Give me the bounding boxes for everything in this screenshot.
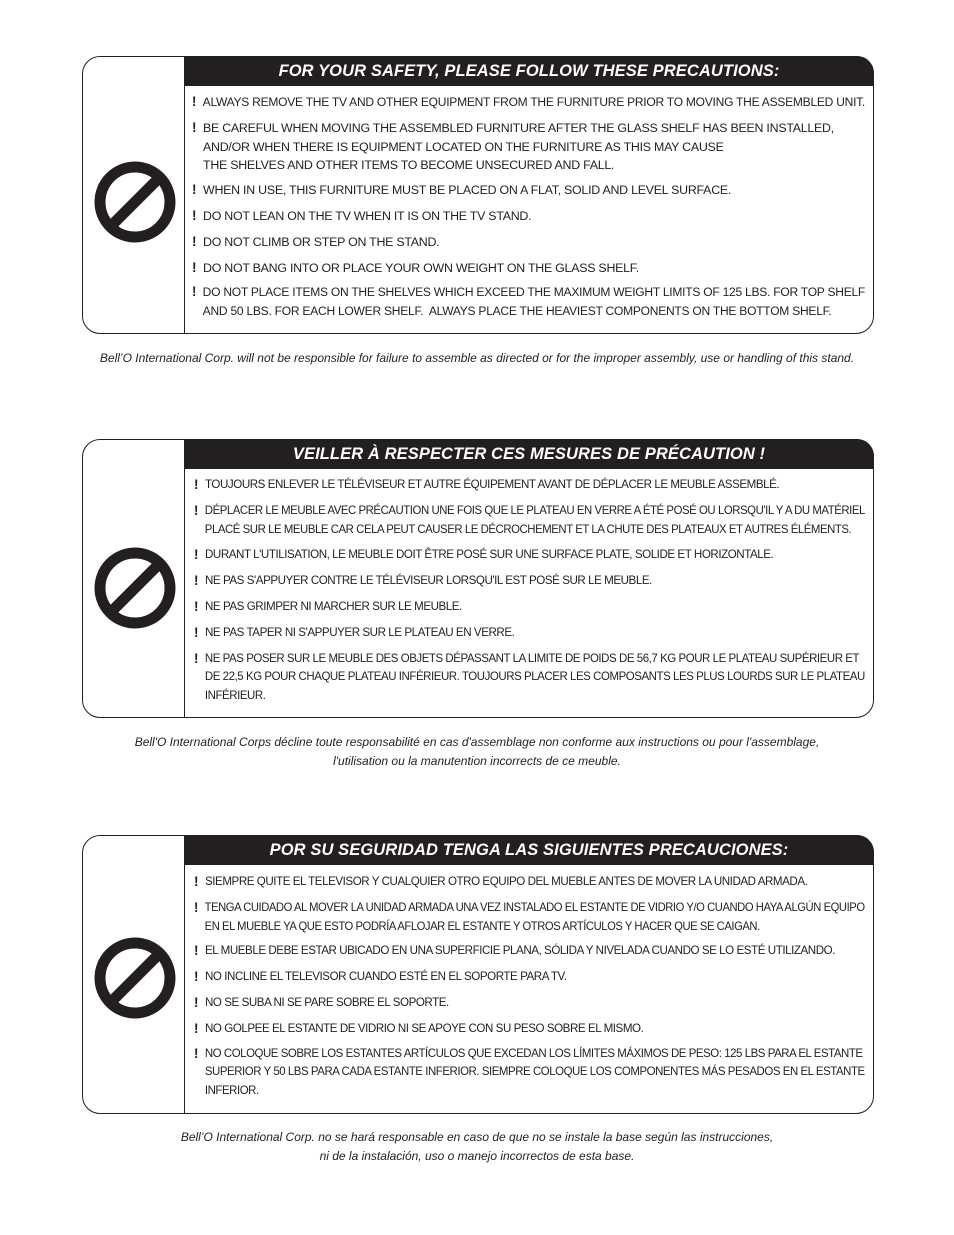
disclaimer-line: Bell'O International Corps décline toute responsabilité en cas d'assemblage non conforme aux instructions ou pour l'assemblage, <box>134 735 820 749</box>
bullet: ! <box>194 1020 199 1036</box>
list-item: ! TOUJOURS ENLEVER LE TÉLÉVISEUR ET AUTRE ÉQUIPEMENT AVANT DE DÉPLACER LE MEUBLE ASSEMBLÉ. <box>194 476 865 495</box>
bullet: ! <box>192 182 197 198</box>
disclaimer-line: Bell’O International Corp. no se hará responsable en caso de que no se instale la base según las instrucciones, <box>180 1130 774 1144</box>
disclaimer-spanish <box>40 1128 914 1165</box>
bullet: ! <box>194 547 199 563</box>
bullet: ! <box>194 573 199 589</box>
disclaimer-english: Bell’O International Corp. will not be responsible for failure to assemble as directed or for the improper assembly, use or handling of this stand. <box>99 351 855 365</box>
prohibition-icon <box>94 937 176 1019</box>
list-item: ! TENGA CUIDADO AL MOVER LA UNIDAD ARMADA UNA VEZ INSTALADO EL ESTANTE DE VIDRIO Y/O CUANDO HAYA ALGÚN EQUIPO EN EL MUEBLE YA QUE ESTO PODRÍA AFLOJAR EL ESTANTE Y OTROS ARTÍCULOS Y HACER QUE SE CAIGAN. <box>194 899 865 933</box>
icon-panel <box>83 836 185 1113</box>
bullet: ! <box>194 477 199 492</box>
bullet: ! <box>192 207 197 223</box>
list-item: ! NE PAS POSER SUR LE MEUBLE DES OBJETS DÉPASSANT LA LIMITE DE POIDS DE 56,7 KG POUR LE PLATEAU SUPÉRIEUR ET DE 22,5 KG POUR CHAQUE PLATEAU INFÉRIEUR. TOUJOURS PLACER LES COMPOSANTS LES PLUS LOURDS SUR LE PLATEAU INFÉRIEUR. <box>194 650 865 703</box>
list-item: ! DO NOT PLACE ITEMS ON THE SHELVES WHICH EXCEED THE MAXIMUM WEIGHT LIMITS OF 125 LBS. FOR TOP SHELF AND 50 LBS. FOR EACH LOWER SHELF. ALWAYS PLACE THE HEAVIEST COMPONENTS ON THE BOTTOM SHELF. <box>192 284 866 319</box>
safety-box-spanish <box>82 835 874 1114</box>
bullet: ! <box>194 502 198 518</box>
precautions-list <box>194 476 865 703</box>
list-item: ! NO INCLINE EL TELEVISOR CUANDO ESTÉ EN EL SOPORTE PARA TV. <box>194 968 865 987</box>
list-item: ! SIEMPRE QUITE EL TELEVISOR Y CUALQUIER OTRO EQUIPO DEL MUEBLE ANTES DE MOVER LA UNIDAD ARMADA. <box>194 873 865 892</box>
list-item: ! NO SE SUBA NI SE PARE SOBRE EL SOPORTE. <box>194 994 865 1013</box>
precautions-list <box>194 873 865 1098</box>
bullet: ! <box>192 119 197 135</box>
disclaimer-line: ni de la instalación, uso o manejo incorrectos de esta base. <box>319 1148 635 1163</box>
list-item: ! DÉPLACER LE MEUBLE AVEC PRÉCAUTION UNE FOIS QUE LE PLATEAU EN VERRE A ÉTÉ POSÉ OU LORSQU'IL Y A DU MATÉRIEL PLACÉ SUR LE MEUBLE CAR CELA PEUT CAUSER LE DÉCROCHEMENT ET LA CHUTE DES PLATEAUX ET AUTRES ÉLÉMENTS. <box>194 502 865 536</box>
list-item: ! DO NOT LEAN ON THE TV WHEN IT IS ON THE TV STAND. <box>192 207 865 226</box>
bullet: ! <box>194 874 199 889</box>
disclaimer-line: l'utilisation ou la manutention incorrects de ce meuble. <box>333 753 621 768</box>
section-header: VEILLER À RESPECTER CES MESURES DE PRÉCAUTION ! <box>184 439 874 469</box>
safety-box-english <box>82 56 874 334</box>
bullet: ! <box>194 1045 198 1061</box>
bullet: ! <box>194 624 199 640</box>
bullet: ! <box>194 899 198 915</box>
bullet: ! <box>194 943 199 959</box>
list-item: ! DO NOT CLIMB OR STEP ON THE STAND. <box>192 233 865 252</box>
list-item: ! NO COLOQUE SOBRE LOS ESTANTES ARTÍCULOS QUE EXCEDAN LOS LÍMITES MÁXIMOS DE PESO: 125 LBS PARA EL ESTANTE SUPERIOR Y 50 LBS PARA CADA ESTANTE INFERIOR. SIEMPRE COLOQUE LOS COMPONENTES MÁS PESADOS EN EL ESTANTE INFERIOR. <box>194 1045 865 1098</box>
safety-box-french <box>82 439 874 718</box>
bullet: ! <box>194 994 199 1010</box>
list-item: ! WHEN IN USE, THIS FURNITURE MUST BE PLACED ON A FLAT, SOLID AND LEVEL SURFACE. <box>192 181 865 200</box>
list-item: ! NE PAS GRIMPER NI MARCHER SUR LE MEUBLE. <box>194 598 865 617</box>
prohibition-icon <box>94 547 176 629</box>
prohibition-icon <box>94 161 176 243</box>
icon-panel <box>83 57 185 333</box>
disclaimer-french <box>40 733 914 770</box>
list-item: ! ALWAYS REMOVE THE TV AND OTHER EQUIPMENT FROM THE FURNITURE PRIOR TO MOVING THE ASSEMBLED UNIT. <box>192 93 845 112</box>
precautions-list <box>192 93 866 319</box>
bullet: ! <box>192 233 197 249</box>
list-item: ! NO GOLPEE EL ESTANTE DE VIDRIO NI SE APOYE CON SU PESO SOBRE EL MISMO. <box>194 1020 865 1039</box>
list-item: ! DO NOT BANG INTO OR PLACE YOUR OWN WEIGHT ON THE GLASS SHELF. <box>192 259 865 278</box>
bullet: ! <box>192 284 197 300</box>
list-item: ! NE PAS TAPER NI S'APPUYER SUR LE PLATEAU EN VERRE. <box>194 624 865 643</box>
bullet: ! <box>194 598 199 614</box>
list-item: ! NE PAS S'APPUYER CONTRE LE TÉLÉVISEUR LORSQU'IL EST POSÉ SUR LE MEUBLE. <box>194 572 865 591</box>
icon-panel <box>83 440 185 717</box>
bullet: ! <box>192 94 197 109</box>
section-header: POR SU SEGURIDAD TENGA LAS SIGUIENTES PRECAUCIONES: <box>184 835 874 865</box>
list-item: ! EL MUEBLE DEBE ESTAR UBICADO EN UNA SUPERFICIE PLANA, SÓLIDA Y NIVELADA CUANDO SE LO ESTÉ UTILIZANDO. <box>194 942 865 961</box>
list-item: ! DURANT L'UTILISATION, LE MEUBLE DOIT ÊTRE POSÉ SUR UNE SURFACE PLATE, SOLIDE ET HORIZONTALE. <box>194 546 865 565</box>
section-header: FOR YOUR SAFETY, PLEASE FOLLOW THESE PRECAUTIONS: <box>184 56 874 86</box>
bullet: ! <box>192 259 197 275</box>
bullet: ! <box>194 969 199 985</box>
bullet: ! <box>194 650 199 666</box>
list-item: ! BE CAREFUL WHEN MOVING THE ASSEMBLED FURNITURE AFTER THE GLASS SHELF HAS BEEN INSTALLED, AND/OR WHEN THERE IS EQUIPMENT LOCATED ON THE FURNITURE AS THIS MAY CAUSE THE SHELVES AND OTHER ITEMS TO BECOME UNSECURED AND FALL. <box>192 119 834 173</box>
